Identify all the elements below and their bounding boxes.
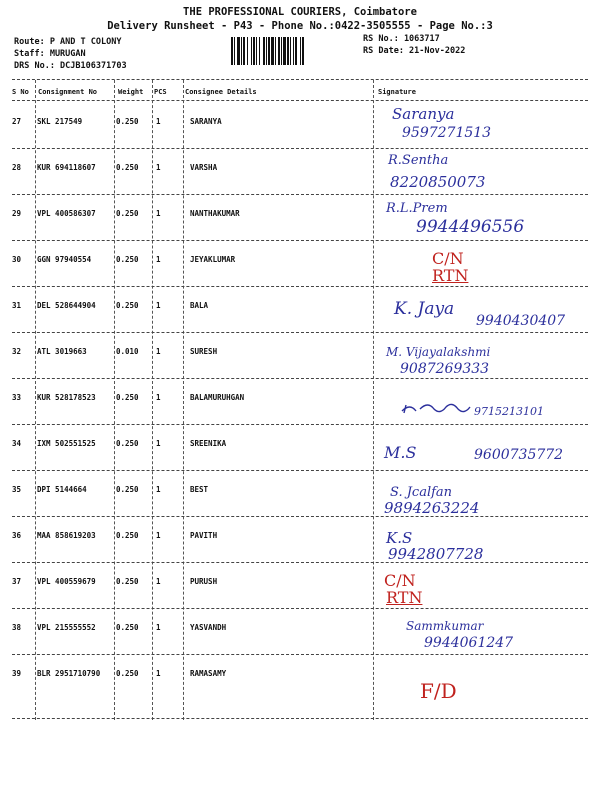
row-consignment-no: SKL 217549 xyxy=(37,117,83,126)
return-mark: C/N xyxy=(432,249,464,268)
col-header-sno: S No xyxy=(12,88,29,96)
signature-box xyxy=(380,611,590,655)
row-consignment-no: ATL 3019663 xyxy=(37,347,87,356)
delivery-remark: F/D xyxy=(420,679,457,703)
row-pcs: 1 xyxy=(156,669,161,678)
row-weight: 0.250 xyxy=(116,163,139,172)
signature-box xyxy=(380,105,590,149)
signature-box xyxy=(380,473,590,517)
signature-box xyxy=(380,289,590,333)
row-consignee: VARSHA xyxy=(190,163,218,172)
row-pcs: 1 xyxy=(156,209,161,218)
row-sno: 35 xyxy=(12,485,22,494)
row-sno: 36 xyxy=(12,531,22,540)
signature-box xyxy=(380,243,590,287)
return-mark: C/N xyxy=(384,571,416,590)
row-consignee: BEST xyxy=(190,485,209,494)
route-label: Route: P AND T COLONY xyxy=(14,37,122,47)
row-sno: 34 xyxy=(12,439,22,448)
row-pcs: 1 xyxy=(156,393,161,402)
row-consignee: YASVANDH xyxy=(190,623,227,632)
row-weight: 0.250 xyxy=(116,439,139,448)
col-header-consignment: Consignment No xyxy=(38,88,98,96)
signature-handwriting: Saranya xyxy=(392,105,455,123)
row-sno: 31 xyxy=(12,301,22,310)
row-pcs: 1 xyxy=(156,347,161,356)
row-pcs: 1 xyxy=(156,301,161,310)
col-header-weight: Weight xyxy=(118,88,144,96)
row-pcs: 1 xyxy=(156,531,161,540)
row-consignment-no: VPL 215555552 xyxy=(37,623,96,632)
table-row xyxy=(0,287,600,333)
drs-number: DRS No.: DCJB106371703 xyxy=(14,61,127,71)
table-row xyxy=(0,563,600,609)
table-rule-bottom xyxy=(12,718,588,719)
row-consignment-no: GGN 97940554 xyxy=(37,255,92,264)
row-sno: 30 xyxy=(12,255,22,264)
row-pcs: 1 xyxy=(156,163,161,172)
row-weight: 0.250 xyxy=(116,393,139,402)
table-row xyxy=(0,425,600,471)
row-pcs: 1 xyxy=(156,577,161,586)
runsheet-subtitle: Delivery Runsheet - P43 - Phone No.:0422-3505555 - Page No.:3 xyxy=(107,20,493,32)
row-consignee: BALA xyxy=(190,301,209,310)
signature-box xyxy=(380,197,590,241)
signature-phone: 9087269333 xyxy=(400,361,490,377)
signature-phone: 9942807728 xyxy=(388,545,484,563)
row-weight: 0.250 xyxy=(116,255,139,264)
row-weight: 0.250 xyxy=(116,577,139,586)
row-consignment-no: KUR 528178523 xyxy=(37,393,96,402)
signature-box xyxy=(380,565,590,609)
signature-handwriting: S. Jcalfan xyxy=(390,485,453,500)
rs-date: RS Date: 21-Nov-2022 xyxy=(363,46,466,56)
table-row xyxy=(0,655,600,701)
table-row xyxy=(0,103,600,149)
table-row xyxy=(0,609,600,655)
row-consignee: NANTHAKUMAR xyxy=(190,209,240,218)
row-sno: 39 xyxy=(12,669,22,678)
row-consignment-no: VPL 400586307 xyxy=(37,209,96,218)
signature-handwriting: M. Vijayalakshmi xyxy=(386,345,491,359)
col-header-consignee: Consignee Details xyxy=(185,88,257,96)
signature-box xyxy=(380,657,590,701)
row-consignee: PURUSH xyxy=(190,577,218,586)
signature-handwriting: Sammkumar xyxy=(406,619,484,633)
row-consignment-no: MAA 858619203 xyxy=(37,531,96,540)
header-rule-top xyxy=(12,79,588,80)
table-row xyxy=(0,379,600,425)
table-row xyxy=(0,195,600,241)
row-consignee: BALAMURUHGAN xyxy=(190,393,245,402)
col-header-pcs: PCS xyxy=(154,88,167,96)
signature-box xyxy=(380,427,590,471)
return-mark: RTN xyxy=(386,588,423,607)
row-consignee: PAVITH xyxy=(190,531,218,540)
row-sno: 37 xyxy=(12,577,22,586)
row-sno: 33 xyxy=(12,393,22,402)
row-pcs: 1 xyxy=(156,439,161,448)
return-mark: RTN xyxy=(432,266,469,285)
row-consignee: RAMASAMY xyxy=(190,669,227,678)
signature-phone: 9944061247 xyxy=(424,635,514,651)
signature-box xyxy=(380,381,590,425)
row-weight: 0.250 xyxy=(116,669,139,678)
row-consignee: SARANYA xyxy=(190,117,222,126)
row-weight: 0.010 xyxy=(116,347,139,356)
row-consignee: SREENIKA xyxy=(190,439,227,448)
row-consignment-no: IXM 502551525 xyxy=(37,439,96,448)
row-weight: 0.250 xyxy=(116,301,139,310)
signature-box xyxy=(380,519,590,563)
signature-phone: 9940430407 xyxy=(476,313,566,329)
table-row xyxy=(0,333,600,379)
signature-handwriting: R.Sentha xyxy=(388,153,449,168)
signature-box xyxy=(380,335,590,379)
rs-number: RS No.: 1063717 xyxy=(363,34,440,44)
row-pcs: 1 xyxy=(156,117,161,126)
company-title: THE PROFESSIONAL COURIERS, Coimbatore xyxy=(183,6,417,18)
row-sno: 28 xyxy=(12,163,22,172)
signature-phone: 8220850073 xyxy=(390,173,486,191)
row-weight: 0.250 xyxy=(116,209,139,218)
signature-handwriting: M.S xyxy=(384,443,417,462)
signature-phone: 9894263224 xyxy=(384,499,480,517)
row-consignment-no: DPI 5144664 xyxy=(37,485,87,494)
row-consignee: JEYAKLUMAR xyxy=(190,255,236,264)
signature-phone: 9944496556 xyxy=(416,217,525,237)
col-header-signature: Signature xyxy=(378,88,416,96)
row-sno: 29 xyxy=(12,209,22,218)
row-weight: 0.250 xyxy=(116,117,139,126)
row-sno: 27 xyxy=(12,117,22,126)
barcode xyxy=(230,37,355,65)
header-rule-bottom xyxy=(12,100,588,101)
row-consignment-no: DEL 528644904 xyxy=(37,301,96,310)
row-sno: 38 xyxy=(12,623,22,632)
row-sno: 32 xyxy=(12,347,22,356)
row-pcs: 1 xyxy=(156,485,161,494)
row-weight: 0.250 xyxy=(116,485,139,494)
signature-box xyxy=(380,151,590,195)
table-row xyxy=(0,517,600,563)
row-consignment-no: VPL 400559679 xyxy=(37,577,96,586)
signature-handwriting: R.L.Prem xyxy=(386,201,448,216)
staff-label: Staff: MURUGAN xyxy=(14,49,86,59)
row-pcs: 1 xyxy=(156,255,161,264)
row-consignee: SURESH xyxy=(190,347,218,356)
signature-phone: 9600735772 xyxy=(474,447,564,463)
table-row xyxy=(0,149,600,195)
table-row xyxy=(0,241,600,287)
row-weight: 0.250 xyxy=(116,531,139,540)
row-consignment-no: KUR 694118607 xyxy=(37,163,96,172)
signature-handwriting: K. Jaya xyxy=(394,299,455,319)
signature-handwriting: K.S xyxy=(386,529,413,547)
table-row xyxy=(0,471,600,517)
row-weight: 0.250 xyxy=(116,623,139,632)
signature-phone: 9597271513 xyxy=(402,125,492,141)
tamil-signature-scribble xyxy=(380,381,590,425)
row-consignment-no: BLR 2951710790 xyxy=(37,669,101,678)
row-pcs: 1 xyxy=(156,623,161,632)
signature-phone: 9715213101 xyxy=(474,405,544,418)
